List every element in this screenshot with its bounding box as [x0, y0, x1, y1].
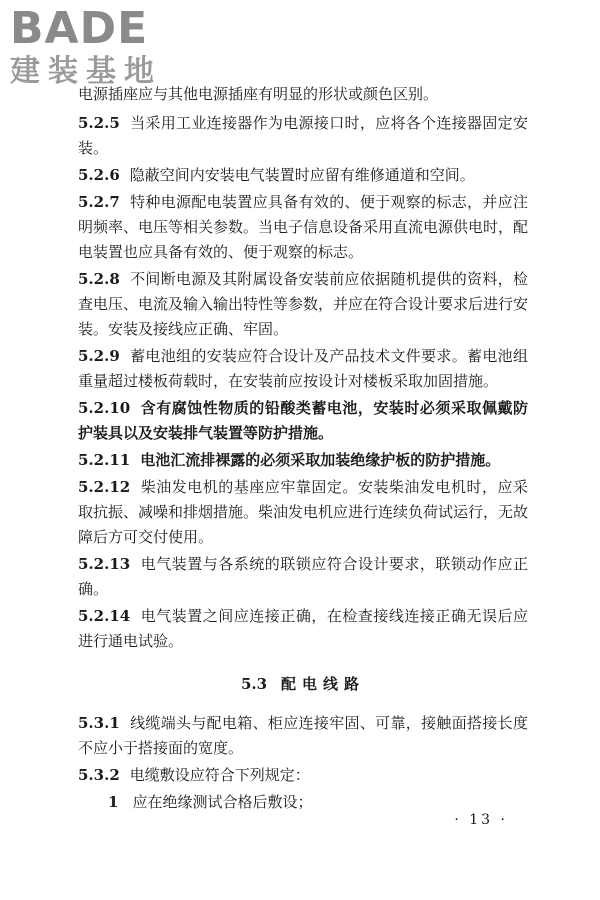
logo-latin-text: BADE	[10, 3, 149, 54]
clause-5-2-11	[78, 448, 528, 473]
clause-text: 蓄电池组的安装应符合设计及产品技术文件要求。蓄电池组重量超过楼板荷载时，在安装前应按设计对楼板采取加固措施。	[78, 347, 528, 390]
list-item-number: 1	[108, 793, 119, 811]
clause-number: 5.2.13	[78, 555, 131, 573]
clause-5-2-10	[78, 396, 528, 446]
paragraph-text: 电源插座应与其他电源插座有明显的形状或颜色区别。	[78, 85, 439, 103]
clause-text: 柴油发电机的基座应牢靠固定。安装柴油发电机时，应采取抗振、减噪和排烟措施。柴油发电机应进行连续负荷试运行，无故障后方可交付使用。	[78, 478, 529, 546]
page-number: · 13 ·	[454, 812, 508, 828]
clause-text: 电缆敷设应符合下列规定：	[129, 766, 310, 784]
clause-number: 5.3.1	[78, 714, 120, 732]
clause-number: 5.2.9	[78, 347, 120, 365]
clause-5-2-5	[78, 111, 528, 161]
clause-number: 5.2.12	[78, 478, 131, 496]
document-body	[78, 82, 528, 815]
clause-number: 5.2.11	[78, 451, 131, 469]
clause-text-mandatory: 电池汇流排裸露的必须采取加装绝缘护板的防护措施。	[140, 451, 501, 469]
clause-text: 隐蔽空间内安装电气装置时应留有维修通道和空间。	[129, 166, 475, 184]
clause-text: 线缆端头与配电箱、柜应连接牢固、可靠，接触面搭接长度不应小于搭接面的宽度。	[78, 714, 528, 757]
list-item-text: 应在绝缘测试合格后敷设；	[132, 793, 313, 811]
clause-text: 不间断电源及其附属设备安装前应依据随机提供的资料，检查电压、电流及输入输出特性等参数，并应在符合设计要求后进行安装。安装及接线应正确、牢固。	[78, 270, 529, 338]
clause-5-2-13	[78, 552, 528, 602]
clause-number: 5.2.10	[78, 399, 131, 417]
clause-text: 电气装置与各系统的联锁应符合设计要求，联锁动作应正确。	[78, 555, 528, 598]
clause-text: 特种电源配电装置应具备有效的、便于观察的标志，并应注明频率、电压等相关参数。当电子信息设备采用直流电源供电时，配电装置也应具备有效的、便于观察的标志。	[78, 193, 529, 261]
logo-cjk-text: 建装基地	[10, 54, 162, 89]
clause-number: 5.3.2	[78, 766, 120, 784]
clause-5-2-9	[78, 344, 528, 394]
section-heading	[78, 672, 528, 697]
clause-5-2-12	[78, 475, 528, 550]
clause-5-3-2	[78, 763, 528, 788]
clause-number: 5.2.6	[78, 166, 120, 184]
clause-5-2-8	[78, 267, 528, 342]
clause-number: 5.2.14	[78, 607, 131, 625]
clause-5-3-1	[78, 711, 528, 761]
section-title: 配电线路	[281, 675, 366, 693]
clause-text: 电气装置之间应连接正确，在检查接线连接正确无误后应进行通电试验。	[78, 607, 528, 650]
clause-5-2-7	[78, 190, 528, 265]
clause-5-2-14	[78, 604, 528, 654]
clause-text-mandatory: 含有腐蚀性物质的铅酸类蓄电池，安装时必须采取佩戴防护装具以及安装排气装置等防护措施。	[78, 399, 528, 442]
clause-number: 5.2.7	[78, 193, 120, 211]
clause-number: 5.2.5	[78, 114, 120, 132]
section-number: 5.3	[240, 675, 268, 693]
paragraph-continuation	[78, 82, 528, 107]
clause-number: 5.2.8	[78, 270, 120, 288]
clause-text: 当采用工业连接器作为电源接口时，应将各个连接器固定安装。	[78, 114, 528, 157]
clause-5-2-6	[78, 163, 528, 188]
